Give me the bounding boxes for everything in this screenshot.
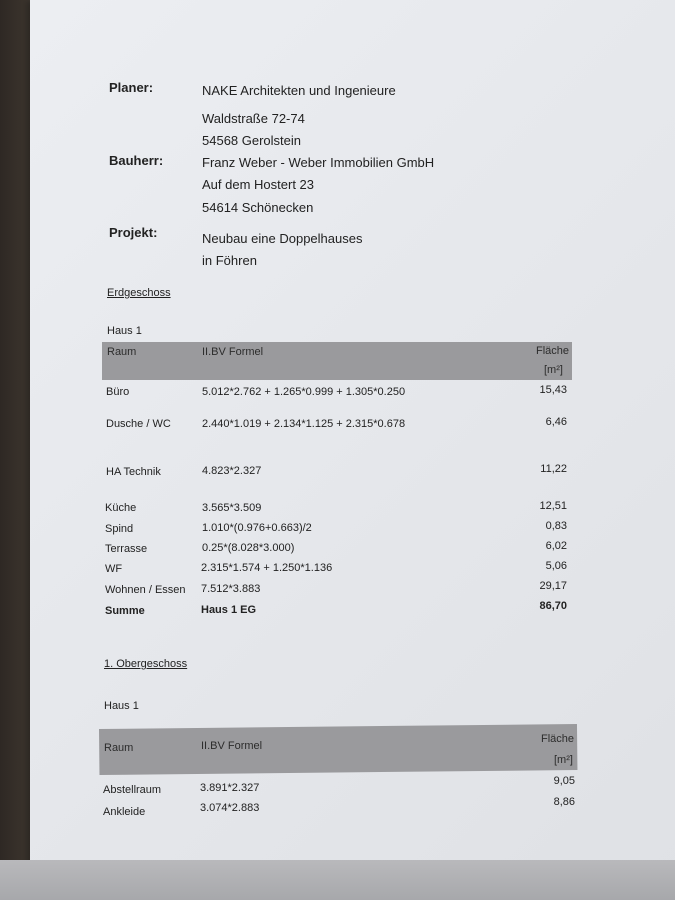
table-row-flaeche: 8,86: [553, 796, 575, 808]
background-surface: [0, 860, 675, 900]
house-label: Haus 1: [104, 700, 139, 712]
planer-city: 54568 Gerolstein: [202, 133, 302, 148]
planer-street: Waldstraße 72-74: [202, 111, 305, 126]
table-row-flaeche: 0,83: [545, 520, 567, 532]
table-row-flaeche: 29,17: [539, 580, 567, 592]
column-header-raum: Raum: [104, 742, 134, 754]
bauherr-street: Auf dem Hostert 23: [202, 177, 314, 192]
table-row-formel: 2.440*1.019 + 2.134*1.125 + 2.315*0.678: [202, 418, 406, 430]
sum-flaeche: 86,70: [539, 600, 567, 612]
table-row-raum: Wohnen / Essen: [105, 584, 186, 596]
table-row-flaeche: 5,06: [545, 560, 567, 572]
table-row-formel: 3.565*3.509: [202, 502, 262, 514]
section-title-obergeschoss: 1. Obergeschoss: [104, 658, 188, 670]
column-header-unit: [m²]: [544, 364, 563, 376]
table-row-raum: Dusche / WC: [106, 418, 171, 430]
bauherr-city: 54614 Schönecken: [202, 200, 314, 215]
table-row-formel: 7.512*3.883: [201, 583, 261, 595]
table-row-raum: Abstellraum: [103, 784, 162, 796]
table-row-raum: Spind: [105, 523, 134, 535]
column-header-flaeche: Fläche: [541, 733, 575, 745]
planer-name: NAKE Architekten und Ingenieure: [202, 83, 396, 98]
table-row-formel: 1.010*(0.976+0.663)/2: [202, 522, 312, 534]
bauherr-label: Bauherr:: [109, 153, 164, 168]
table-row-formel: 3.074*2.883: [200, 802, 260, 814]
section-title-erdgeschoss: Erdgeschoss: [107, 287, 171, 299]
table-row-raum: Terrasse: [105, 543, 148, 555]
table-row-formel: 0.25*(8.028*3.000): [202, 542, 295, 554]
projekt-line-1: Neubau eine Doppelhauses: [202, 231, 363, 246]
table-row-flaeche: 15,43: [539, 384, 567, 396]
column-header-unit: [m²]: [554, 754, 573, 766]
table-row-raum: Küche: [105, 502, 137, 514]
column-header-formel: II.BV Formel: [201, 740, 263, 752]
table-row-formel: 4.823*2.327: [202, 465, 262, 477]
projekt-line-2: in Föhren: [202, 253, 257, 268]
house-label: Haus 1: [107, 325, 142, 337]
table-row-raum: Büro: [106, 386, 130, 398]
table-row-formel: 5.012*2.762 + 1.265*0.999 + 1.305*0.250: [202, 386, 406, 398]
column-header-flaeche: Fläche: [536, 345, 570, 357]
table-row-formel: 2.315*1.574 + 1.250*1.136: [201, 562, 333, 574]
table-row-raum: HA Technik: [106, 466, 161, 478]
table-header-bar: [99, 724, 577, 775]
column-header-formel: II.BV Formel: [202, 346, 264, 358]
sum-formel: Haus 1 EG: [201, 604, 257, 616]
table-row-flaeche: 11,22: [540, 463, 567, 475]
sum-label: Summe: [105, 605, 145, 617]
planer-label: Planer:: [109, 80, 154, 95]
table-row-flaeche: 6,02: [545, 540, 567, 552]
table-row-flaeche: 6,46: [545, 416, 567, 428]
projekt-label: Projekt:: [109, 225, 158, 240]
table-row-raum: Ankleide: [103, 806, 146, 818]
table-row-flaeche: 9,05: [553, 775, 575, 787]
table-row-formel: 3.891*2.327: [200, 782, 260, 794]
column-header-raum: Raum: [107, 346, 137, 358]
table-row-raum: WF: [105, 563, 123, 575]
table-row-flaeche: 12,51: [539, 500, 567, 512]
bauherr-name: Franz Weber - Weber Immobilien GmbH: [202, 155, 435, 170]
table-header-bar: [102, 342, 572, 380]
